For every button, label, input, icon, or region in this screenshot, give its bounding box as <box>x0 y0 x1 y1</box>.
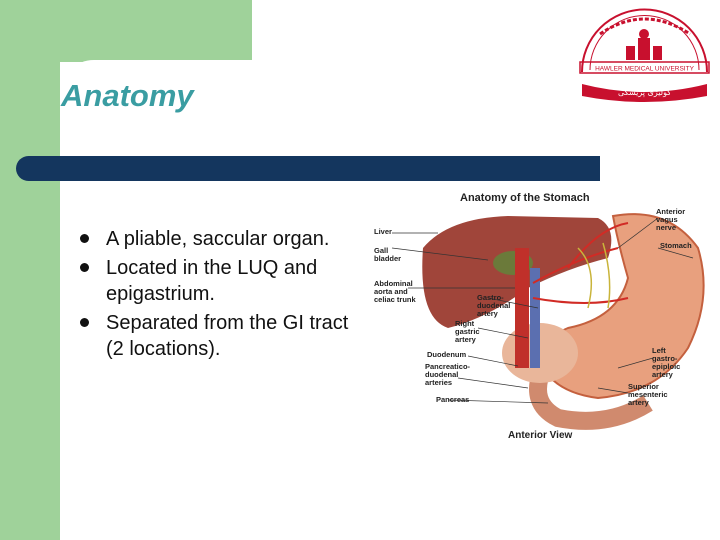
label-liver: Liver <box>374 227 392 236</box>
slide-title: Anatomy <box>61 78 194 113</box>
aorta-shape <box>515 248 529 368</box>
bullet-text: Separated from the GI tract (2 locations). <box>106 312 349 360</box>
label-left-gastroepiploic: Left gastro- epiploic artery <box>652 346 681 379</box>
label-pancreas: Pancreas <box>436 395 470 404</box>
label-right-gastric: Right gastric artery <box>455 319 480 344</box>
university-logo <box>572 0 717 105</box>
bullet-dot-icon <box>80 318 89 327</box>
bullet-list <box>76 226 356 365</box>
top-green-block <box>0 0 252 62</box>
label-vagus: Anterior vagus nerve <box>656 207 686 232</box>
label-superior-mesenteric: Superior mesenteric artery <box>628 382 668 407</box>
logo-ribbon-text: كوليژى پزيشكى <box>617 88 672 97</box>
left-green-strip <box>0 0 60 540</box>
figure-caption: Anterior View <box>508 430 573 441</box>
bullet-item <box>76 310 356 362</box>
label-stomach: Stomach <box>660 241 692 250</box>
logo-band-text: HAWLER MEDICAL UNIVERSITY <box>595 65 694 73</box>
bullet-text: A pliable, saccular organ. <box>106 228 330 250</box>
bullet-item <box>76 255 356 307</box>
label-pancreatico: Pancreatico- duodenal arteries <box>425 362 471 387</box>
logo-emblem <box>626 29 662 60</box>
label-gastroduodenal: Gastro- duodenal artery <box>477 293 511 318</box>
bullet-item <box>76 226 356 252</box>
label-duodenum: Duodenum <box>427 350 467 359</box>
title-divider-bar <box>16 156 600 181</box>
label-gallbladder: Gall bladder <box>374 246 402 263</box>
label-aorta: Abdominal aorta and celiac trunk <box>374 279 416 304</box>
bullet-dot-icon <box>80 234 89 243</box>
bullet-dot-icon <box>80 263 89 272</box>
bullet-text: Located in the LUQ and epigastrium. <box>106 257 318 305</box>
figure-title: Anatomy of the Stomach <box>460 192 590 204</box>
